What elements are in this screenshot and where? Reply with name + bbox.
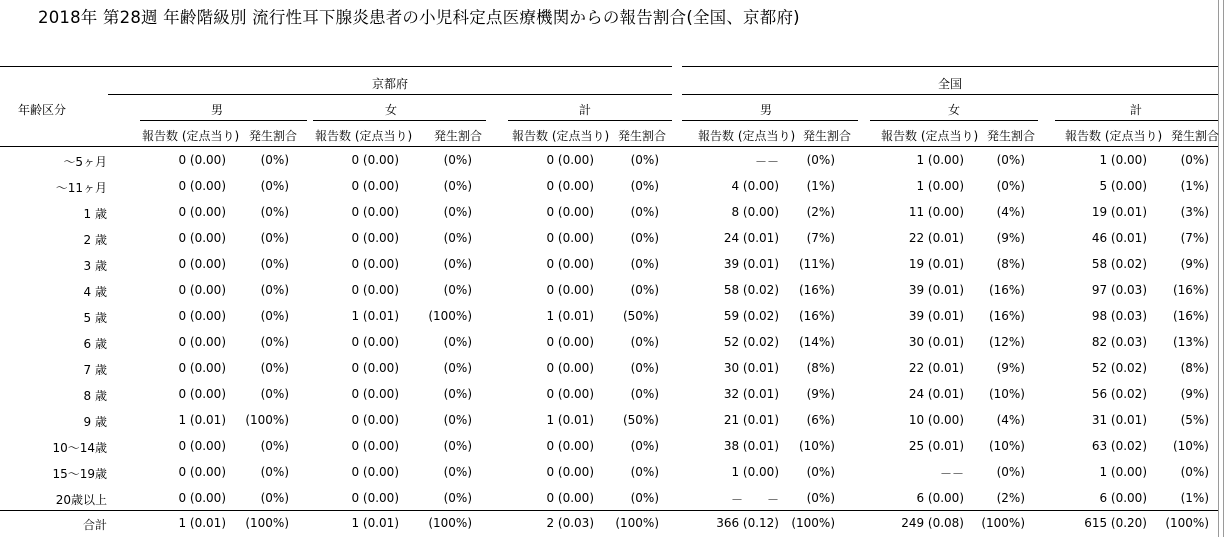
rate-cell: (0%) (806, 465, 835, 479)
report-count-cell: 38 (0.01) (723, 439, 779, 453)
report-count-cell: 4 (0.00) (731, 179, 779, 193)
age-label: 3 歳 (83, 259, 107, 273)
age-label: 15～19歳 (52, 467, 107, 481)
rate-cell: (100%) (428, 309, 472, 323)
rate-cell: (0%) (806, 491, 835, 505)
report-count-cell: 6 (0.00) (1099, 491, 1147, 505)
rule-gender-1 (313, 120, 486, 121)
report-count-cell: 25 (0.01) (908, 439, 964, 453)
report-count-cell: 30 (0.01) (908, 335, 964, 349)
rate-cell: (11%) (798, 257, 835, 271)
report-count-cell: －－ (939, 467, 964, 481)
report-count-cell: 5 (0.00) (1099, 179, 1147, 193)
rate-cell: (4%) (996, 413, 1025, 427)
rate-cell: (0%) (630, 153, 659, 167)
report-count-cell: 0 (0.00) (178, 465, 226, 479)
rate-cell: (0%) (260, 309, 289, 323)
report-count-cell: 1 (0.01) (351, 309, 399, 323)
report-count-cell: 82 (0.03) (1091, 335, 1147, 349)
report-count-cell: 0 (0.00) (351, 153, 399, 167)
rate-cell: (16%) (798, 283, 835, 297)
rate-cell: (0%) (443, 491, 472, 505)
rate-cell: (0%) (260, 179, 289, 193)
report-count-cell: 1 (0.00) (916, 153, 964, 167)
report-count-cell: 0 (0.00) (351, 387, 399, 401)
report-count-cell: 1 (0.01) (178, 413, 226, 427)
report-count-cell: 46 (0.01) (1091, 231, 1147, 245)
report-count-cell: 32 (0.01) (723, 387, 779, 401)
report-count-cell-total: 615 (0.20) (1084, 516, 1147, 530)
report-count-cell: 0 (0.00) (351, 205, 399, 219)
rule-gender-5 (1055, 120, 1218, 121)
rate-column-header: 発生割合 (618, 129, 667, 143)
report-count-cell: 1 (0.01) (546, 309, 594, 323)
age-label-total: 合計 (82, 518, 107, 532)
report-count-cell: 0 (0.00) (546, 257, 594, 271)
rate-cell: (0%) (630, 179, 659, 193)
rate-cell: (0%) (806, 153, 835, 167)
page-title: 2018年 第28週 年齢階級別 流行性耳下腺炎患者の小児科定点医療機関からの報告割合(全国、京都府) (38, 8, 800, 27)
rate-cell: (12%) (988, 335, 1025, 349)
report-count-cell: 0 (0.00) (178, 179, 226, 193)
rate-cell: (9%) (996, 231, 1025, 245)
gender-header: 男 (759, 103, 772, 117)
rate-cell: (0%) (443, 283, 472, 297)
rate-cell: (0%) (260, 335, 289, 349)
rate-cell: (7%) (1180, 231, 1209, 245)
rate-cell: (0%) (443, 465, 472, 479)
rate-cell: (4%) (996, 205, 1025, 219)
rate-cell: (0%) (443, 257, 472, 271)
rate-cell: (0%) (260, 257, 289, 271)
rate-cell: (0%) (996, 153, 1025, 167)
report-count-cell: 0 (0.00) (546, 491, 594, 505)
report-count-cell: 39 (0.01) (723, 257, 779, 271)
report-count-cell: 0 (0.00) (178, 309, 226, 323)
report-count-cell: 56 (0.02) (1091, 387, 1147, 401)
rule-gender-3 (682, 120, 858, 121)
age-label: 10～14歳 (52, 441, 107, 455)
age-label: ～11ヶ月 (55, 181, 107, 195)
rate-cell-total: (100%) (245, 516, 289, 530)
rate-column-header: 発生割合 (1171, 129, 1220, 143)
rule-total-top (0, 510, 1218, 511)
report-count-cell: 0 (0.00) (546, 361, 594, 375)
report-count-cell: 39 (0.01) (908, 283, 964, 297)
rate-cell: (0%) (260, 439, 289, 453)
rate-cell: (0%) (260, 205, 289, 219)
rate-cell: (9%) (1180, 257, 1209, 271)
age-label: 6 歳 (83, 337, 107, 351)
report-count-cell: 24 (0.01) (723, 231, 779, 245)
report-count-cell: 0 (0.00) (351, 491, 399, 505)
report-count-cell-total: 1 (0.01) (178, 516, 226, 530)
report-count-cell: 19 (0.01) (1091, 205, 1147, 219)
report-count-cell-total: 2 (0.03) (546, 516, 594, 530)
window-frame-edge (1218, 0, 1224, 537)
report-count-cell: 11 (0.00) (908, 205, 964, 219)
rate-cell: (0%) (443, 153, 472, 167)
report-count-cell: 0 (0.00) (351, 257, 399, 271)
rate-cell-total: (100%) (1165, 516, 1209, 530)
report-count-cell: 0 (0.00) (178, 491, 226, 505)
report-count-cell: 58 (0.02) (1091, 257, 1147, 271)
rate-cell: (10%) (988, 439, 1025, 453)
rate-cell: (16%) (988, 283, 1025, 297)
rate-cell: (0%) (260, 283, 289, 297)
rate-cell: (0%) (1180, 465, 1209, 479)
report-count-cell: 0 (0.00) (178, 335, 226, 349)
rate-cell-total: (100%) (981, 516, 1025, 530)
rule-gender-4 (870, 120, 1038, 121)
rule-header-bottom (0, 146, 1218, 147)
rate-cell: (10%) (1172, 439, 1209, 453)
count-column-header: 報告数 (定点当り) (315, 129, 413, 143)
report-count-cell: －－ (754, 155, 779, 169)
report-count-cell: 0 (0.00) (351, 283, 399, 297)
rule-top-kyoto (0, 66, 672, 67)
report-count-cell: 0 (0.00) (351, 413, 399, 427)
rate-cell: (13%) (1172, 335, 1209, 349)
report-count-cell: 10 (0.00) (908, 413, 964, 427)
rate-cell: (0%) (260, 361, 289, 375)
rate-column-header: 発生割合 (803, 129, 852, 143)
rule-gender-2 (508, 120, 672, 121)
report-count-cell: 0 (0.00) (351, 439, 399, 453)
report-count-cell: 0 (0.00) (178, 205, 226, 219)
report-count-cell: 0 (0.00) (178, 153, 226, 167)
report-count-cell: 0 (0.00) (546, 283, 594, 297)
rate-cell: (0%) (260, 465, 289, 479)
rate-cell: (2%) (996, 491, 1025, 505)
rate-cell: (0%) (630, 491, 659, 505)
rate-cell: (9%) (1180, 387, 1209, 401)
report-count-cell: 0 (0.00) (351, 179, 399, 193)
rate-column-header: 発生割合 (434, 129, 483, 143)
report-count-cell: 30 (0.01) (723, 361, 779, 375)
gender-header: 女 (384, 103, 397, 117)
age-label: 2 歳 (83, 233, 107, 247)
rate-cell: (16%) (1172, 283, 1209, 297)
report-count-cell: 0 (0.00) (178, 283, 226, 297)
rate-cell-total: (100%) (791, 516, 835, 530)
report-count-cell: 6 (0.00) (916, 491, 964, 505)
region-header-kyoto: 京都府 (371, 77, 408, 91)
rate-cell: (5%) (1180, 413, 1209, 427)
report-count-cell: 0 (0.00) (546, 153, 594, 167)
rate-cell: (0%) (630, 231, 659, 245)
report-count-cell: 19 (0.01) (908, 257, 964, 271)
report-count-cell: 1 (0.01) (546, 413, 594, 427)
rate-cell: (0%) (443, 205, 472, 219)
report-count-cell: 98 (0.03) (1091, 309, 1147, 323)
rate-cell: (0%) (630, 439, 659, 453)
report-count-cell: 1 (0.00) (1099, 465, 1147, 479)
report-count-cell: 59 (0.02) (723, 309, 779, 323)
age-label: ～5ヶ月 (63, 155, 107, 169)
rate-cell: (0%) (630, 465, 659, 479)
rate-cell: (9%) (996, 361, 1025, 375)
rate-cell: (14%) (798, 335, 835, 349)
rate-cell: (16%) (1172, 309, 1209, 323)
report-count-cell: 0 (0.00) (351, 335, 399, 349)
gender-header: 女 (947, 103, 960, 117)
report-count-cell: 8 (0.00) (731, 205, 779, 219)
report-count-cell-total: 1 (0.01) (351, 516, 399, 530)
rule-top-japan (682, 66, 1218, 67)
report-count-cell: 1 (0.00) (731, 465, 779, 479)
report-count-cell: 0 (0.00) (546, 387, 594, 401)
rate-cell: (50%) (622, 309, 659, 323)
report-count-cell: 0 (0.00) (178, 361, 226, 375)
rate-cell: (3%) (1180, 205, 1209, 219)
report-count-cell: 22 (0.01) (908, 361, 964, 375)
report-count-cell: 39 (0.01) (908, 309, 964, 323)
report-count-cell-total: 366 (0.12) (716, 516, 779, 530)
report-count-cell: 0 (0.00) (178, 439, 226, 453)
age-label: 20歳以上 (55, 493, 107, 507)
rate-cell: (6%) (806, 413, 835, 427)
row-label-header: 年齢区分 (18, 103, 67, 117)
count-column-header: 報告数 (定点当り) (142, 129, 240, 143)
rate-cell: (16%) (798, 309, 835, 323)
report-count-cell: 97 (0.03) (1091, 283, 1147, 297)
rate-cell: (0%) (443, 179, 472, 193)
rule-region-japan (682, 94, 1218, 95)
rate-cell: (0%) (443, 335, 472, 349)
rate-cell: (0%) (260, 387, 289, 401)
report-count-cell: 24 (0.01) (908, 387, 964, 401)
age-label: 5 歳 (83, 311, 107, 325)
rate-cell: (0%) (630, 335, 659, 349)
report-count-cell: 22 (0.01) (908, 231, 964, 245)
report-count-cell: 0 (0.00) (178, 231, 226, 245)
rate-cell: (50%) (622, 413, 659, 427)
count-column-header: 報告数 (定点当り) (512, 129, 610, 143)
gender-header: 計 (1129, 103, 1142, 117)
gender-header: 男 (210, 103, 223, 117)
gender-header: 計 (578, 103, 591, 117)
region-header-japan: 全国 (937, 77, 962, 91)
report-count-cell: 0 (0.00) (178, 387, 226, 401)
age-label: 4 歳 (83, 285, 107, 299)
report-count-cell: 21 (0.01) (723, 413, 779, 427)
rate-cell: (0%) (443, 413, 472, 427)
rate-cell: (0%) (996, 465, 1025, 479)
report-count-cell: 52 (0.02) (723, 335, 779, 349)
report-count-cell: 1 (0.00) (1099, 153, 1147, 167)
count-column-header: 報告数 (定点当り) (881, 129, 979, 143)
rate-column-header: 発生割合 (987, 129, 1036, 143)
age-label: 1 歳 (83, 207, 107, 221)
rate-cell: (7%) (806, 231, 835, 245)
rate-cell: (2%) (806, 205, 835, 219)
report-count-cell: 0 (0.00) (351, 465, 399, 479)
report-count-cell: － － (730, 493, 779, 507)
report-count-cell: 52 (0.02) (1091, 361, 1147, 375)
rate-cell: (0%) (630, 361, 659, 375)
rate-cell: (1%) (806, 179, 835, 193)
age-label: 9 歳 (83, 415, 107, 429)
age-label: 7 歳 (83, 363, 107, 377)
rate-cell: (100%) (245, 413, 289, 427)
rate-cell: (1%) (1180, 179, 1209, 193)
report-count-cell: 0 (0.00) (351, 231, 399, 245)
report-count-cell: 1 (0.00) (916, 179, 964, 193)
report-count-cell: 0 (0.00) (178, 257, 226, 271)
report-count-cell: 58 (0.02) (723, 283, 779, 297)
report-count-cell: 0 (0.00) (546, 465, 594, 479)
rate-cell: (0%) (630, 283, 659, 297)
rate-cell: (10%) (798, 439, 835, 453)
report-count-cell: 0 (0.00) (546, 231, 594, 245)
report-count-cell: 63 (0.02) (1091, 439, 1147, 453)
rate-cell: (8%) (1180, 361, 1209, 375)
report-count-cell: 0 (0.00) (546, 335, 594, 349)
report-count-cell: 0 (0.00) (546, 439, 594, 453)
rate-cell: (0%) (443, 231, 472, 245)
rule-gender-0 (140, 120, 307, 121)
rate-cell: (0%) (1180, 153, 1209, 167)
rate-cell: (8%) (806, 361, 835, 375)
rate-cell: (10%) (988, 387, 1025, 401)
report-count-cell: 0 (0.00) (546, 179, 594, 193)
rate-cell: (8%) (996, 257, 1025, 271)
report-count-cell: 0 (0.00) (546, 205, 594, 219)
rate-cell: (0%) (630, 387, 659, 401)
rate-cell-total: (100%) (428, 516, 472, 530)
age-label: 8 歳 (83, 389, 107, 403)
rate-cell: (0%) (260, 491, 289, 505)
rate-cell: (0%) (260, 231, 289, 245)
rate-cell: (0%) (443, 439, 472, 453)
rate-cell: (0%) (996, 179, 1025, 193)
rate-cell: (0%) (443, 387, 472, 401)
rate-cell: (9%) (806, 387, 835, 401)
rate-cell-total: (100%) (615, 516, 659, 530)
rate-cell: (0%) (443, 361, 472, 375)
report-count-cell: 31 (0.01) (1091, 413, 1147, 427)
rate-cell: (16%) (988, 309, 1025, 323)
rate-cell: (0%) (260, 153, 289, 167)
rate-cell: (1%) (1180, 491, 1209, 505)
rate-cell: (0%) (630, 205, 659, 219)
count-column-header: 報告数 (定点当り) (1065, 129, 1163, 143)
report-count-cell-total: 249 (0.08) (901, 516, 964, 530)
rate-cell: (0%) (630, 257, 659, 271)
report-count-cell: 0 (0.00) (351, 361, 399, 375)
rule-region-kyoto (108, 94, 672, 95)
count-column-header: 報告数 (定点当り) (698, 129, 796, 143)
rate-column-header: 発生割合 (249, 129, 298, 143)
